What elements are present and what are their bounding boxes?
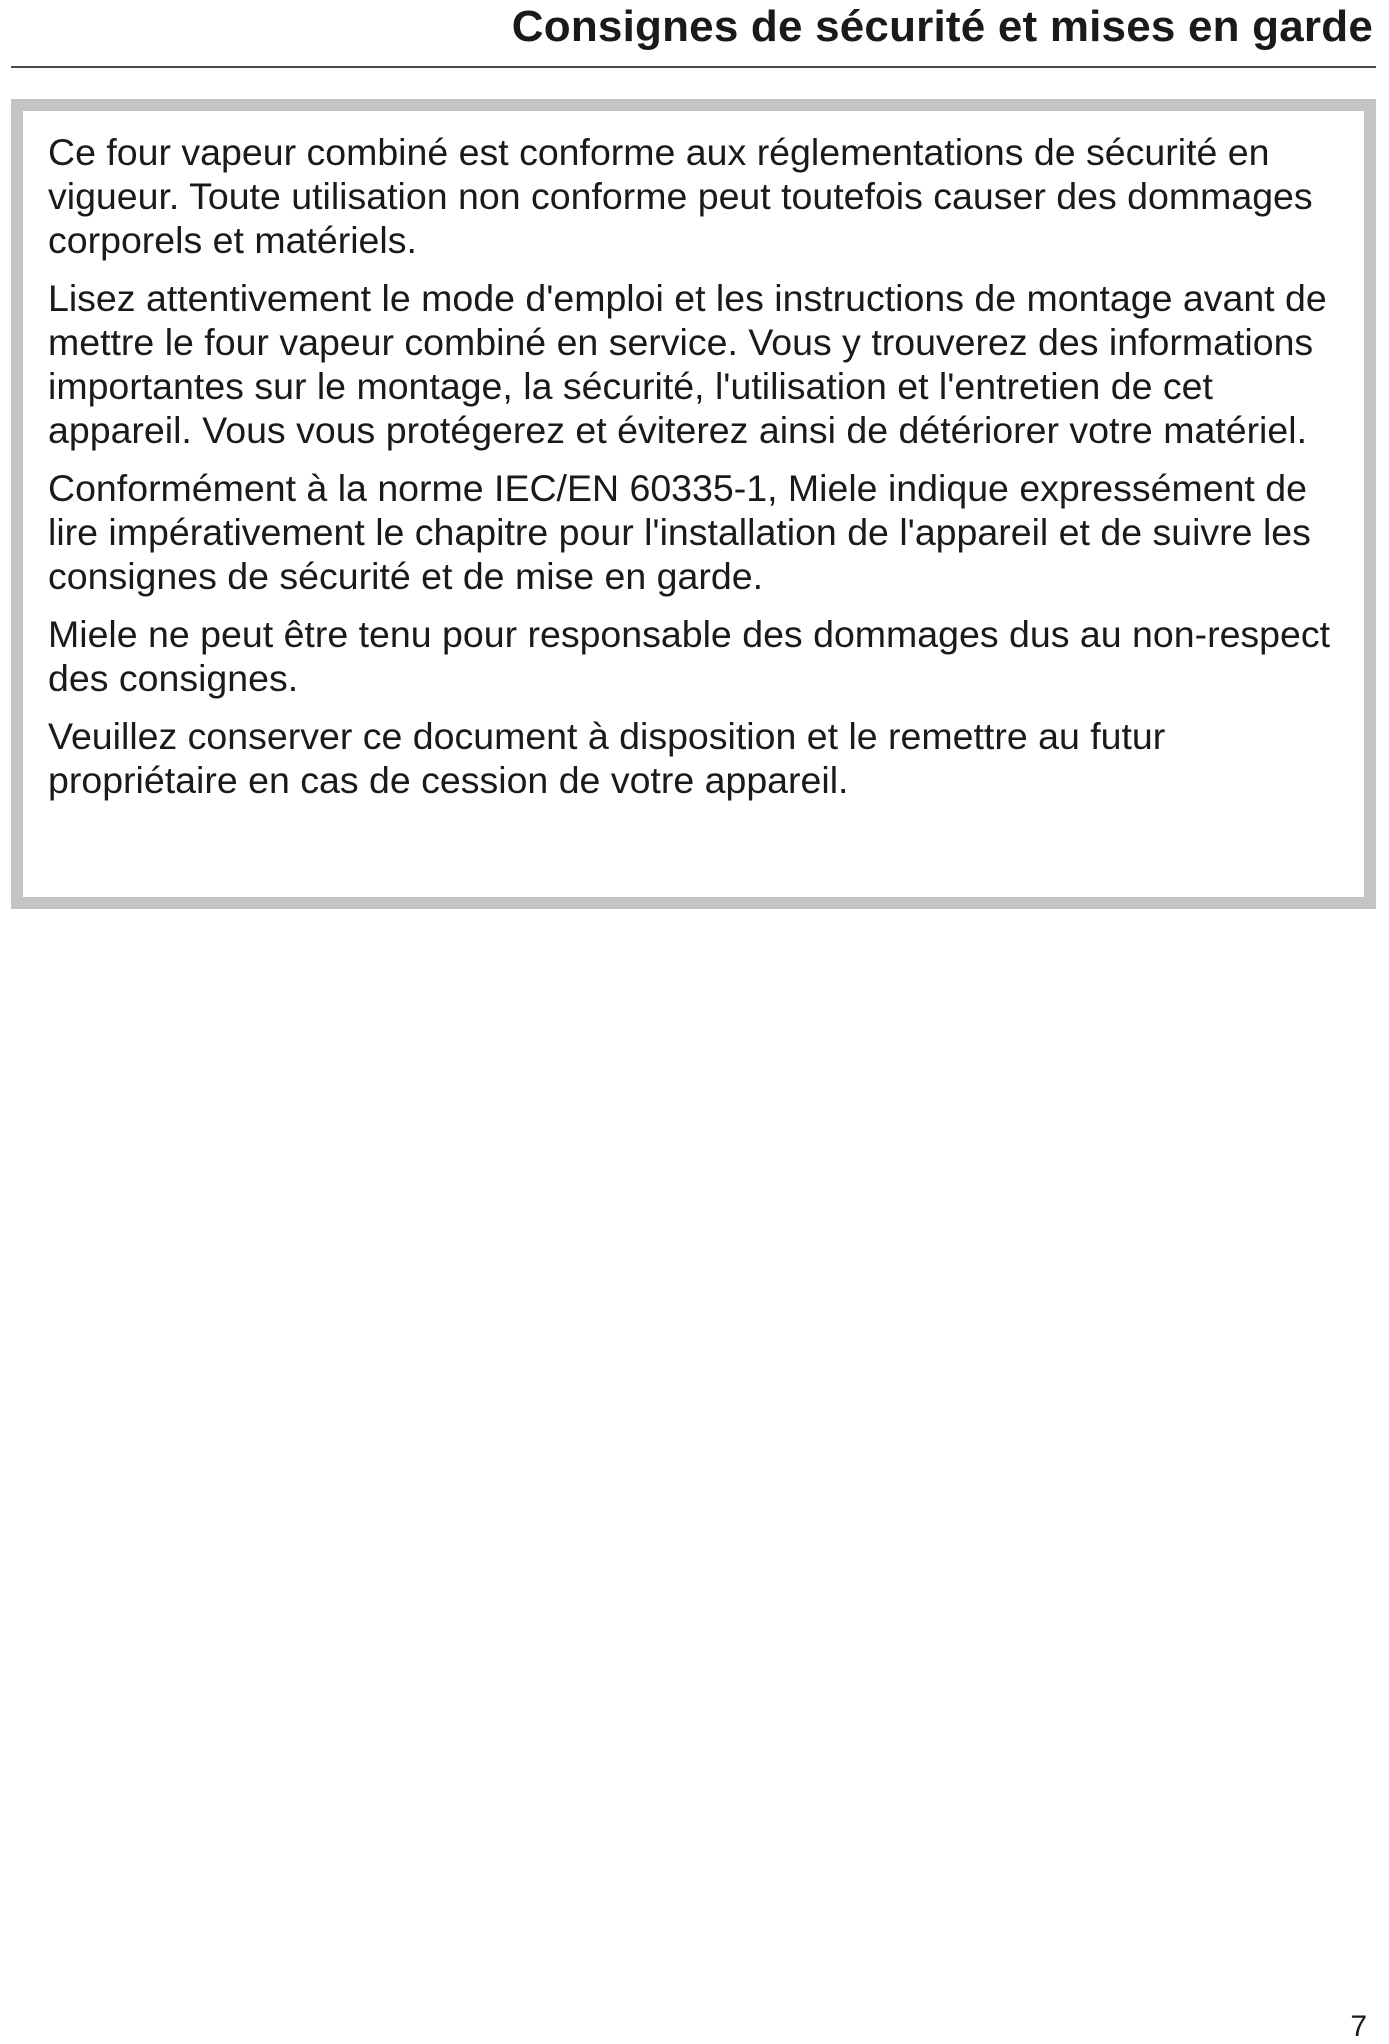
- page-title: Consignes de sécurité et mises en garde: [511, 2, 1373, 51]
- paragraph-norm-iec: Conformément à la norme IEC/EN 60335-1, Miele indique expressément de lire impérativement le chapitre pour l'installation de l'appareil et de suivre les consignes de sécurité et de mise en garde.: [48, 467, 1311, 597]
- paragraph-read-manual: Lisez attentivement le mode d'emploi et les instructions de montage avant de mettre le four vapeur combiné en service. Vous y trouverez des informations importantes sur le montage, la sécurité, l'utilisation et l'entretien de cet appareil. Vous vous protégerez et éviterez ainsi de détériorer votre matériel.: [48, 277, 1327, 451]
- paragraph-keep-document: Veuillez conserver ce document à disposition et le remettre au futur propriétaire en cas de cession de votre appareil.: [48, 715, 1166, 801]
- page-number: 7: [1350, 2010, 1367, 2043]
- safety-warning-box: [11, 99, 1376, 909]
- header-divider: [11, 66, 1376, 68]
- paragraph-conformity: Ce four vapeur combiné est conforme aux réglementations de sécurité en vigueur. Toute utilisation non conforme peut toutefois causer des dommages corporels et matériels.: [48, 131, 1313, 261]
- paragraph-liability: Miele ne peut être tenu pour responsable des dommages dus au non-respect des consignes.: [48, 613, 1331, 699]
